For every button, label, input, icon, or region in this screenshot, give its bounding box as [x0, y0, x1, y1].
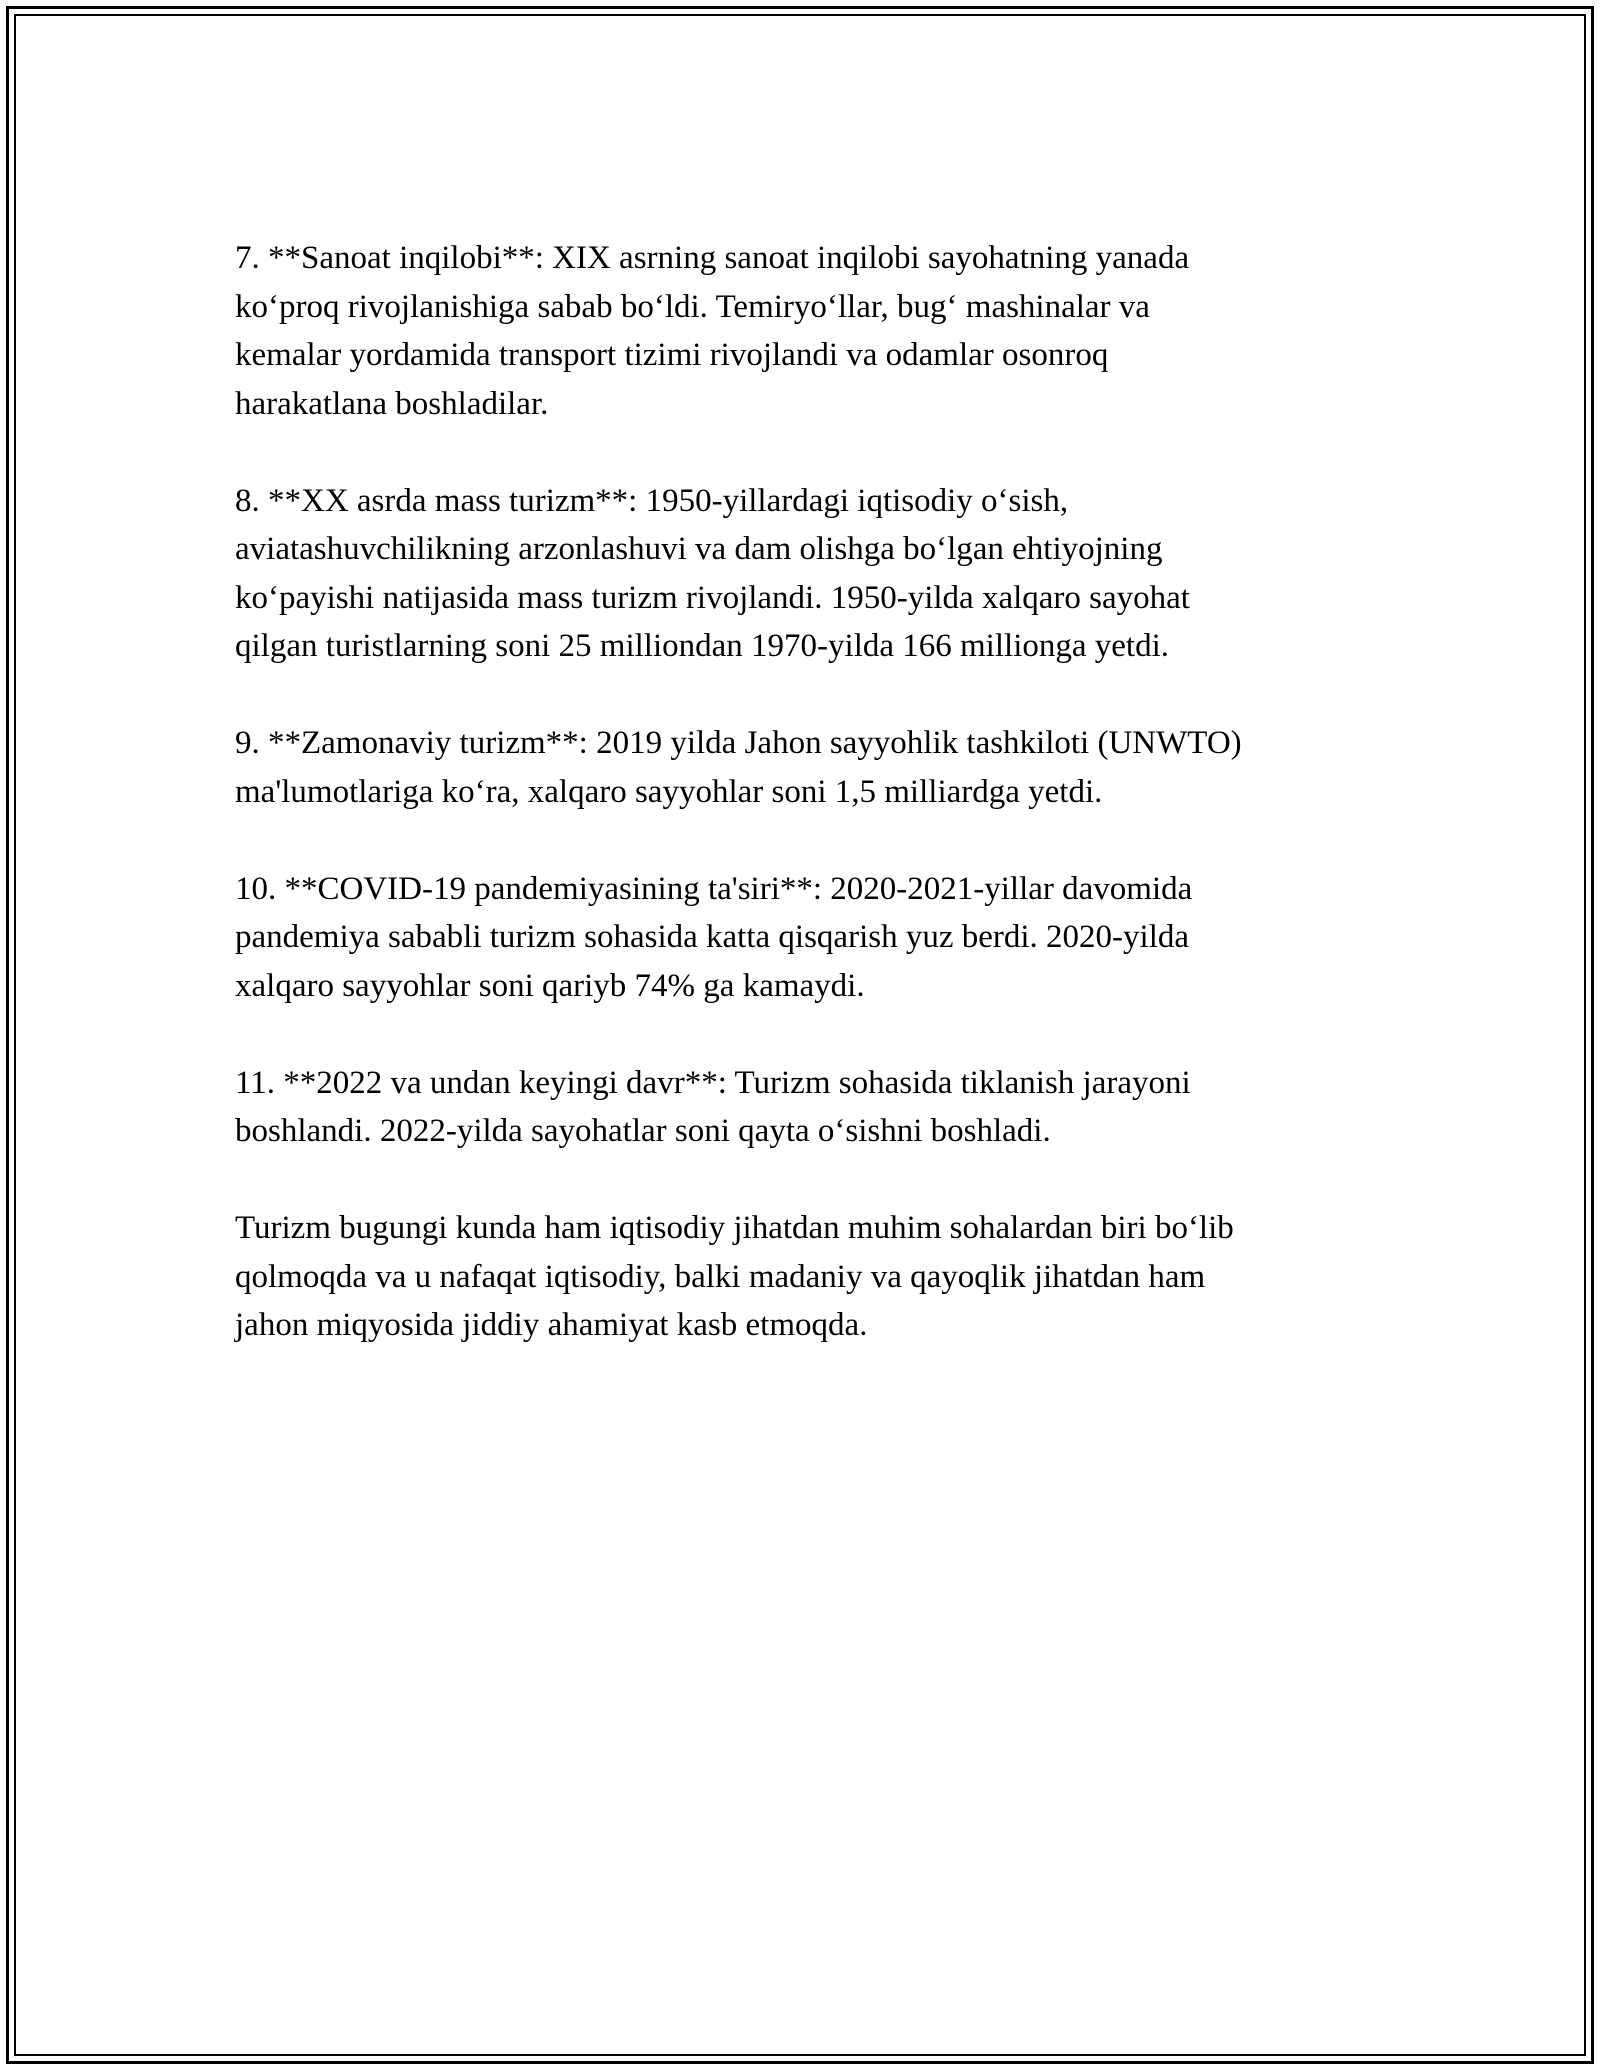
document-body	[235, 234, 1365, 1398]
paragraph-covid-impact: 10. **COVID-19 pandemiyasining ta'siri**: 2020-2021-yillar davomida pandemiya sababli turizm sohasida katta qisqarish yuz berdi. 2020-yilda xalqaro sayyohlar soni qariyb 74% ga kamaydi.	[235, 870, 1193, 1004]
paragraph-modern-tourism: 9. **Zamonaviy turizm**: 2019 yilda Jahon sayyohlik tashkiloti (UNWTO) ma'lumotlariga ko‘ra, xalqaro sayyohlar soni 1,5 milliardga yetdi.	[235, 725, 1242, 810]
paragraph-recovery-period: 11. **2022 va undan keyingi davr**: Turizm sohasida tiklanish jarayoni boshlandi. 2022-yilda sayohatlar soni qayta o‘sishni boshladi.	[235, 1064, 1191, 1149]
paragraph-conclusion: Turizm bugungi kunda ham iqtisodiy jihatdan muhim sohalardan biri bo‘lib qolmoqda va u nafaqat iqtisodiy, balki madaniy va qayoqlik jihatdan ham jahon miqyosida jiddiy ahamiyat kasb etmoqda.	[235, 1210, 1234, 1343]
paragraph-mass-tourism: 8. **XX asrda mass turizm**: 1950-yillardagi iqtisodiy o‘sish, aviatashuvchilikning arzonlashuvi va dam olishga bo‘lgan ehtiyojning ko‘payishi natijasida mass turizm rivojlandi. 1950-yilda xalqaro sayohat qilgan turistlarning soni 25 milliondan 1970-yilda 166 millionga yetdi.	[235, 482, 1190, 664]
paragraph-industrial-revolution: 7. **Sanoat inqilobi**: XIX asrning sanoat inqilobi sayohatning yanada ko‘proq rivojlanishiga sabab bo‘ldi. Temiryo‘llar, bug‘ mashinalar va kemalar yordamida transport tizimi rivojlandi va odamlar osonroq harakatlana boshladilar.	[235, 240, 1190, 422]
